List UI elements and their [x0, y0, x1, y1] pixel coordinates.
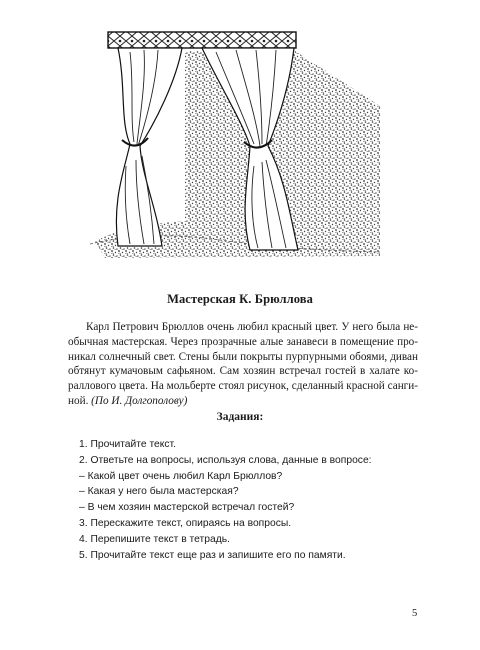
curtain-window-illustration — [90, 26, 390, 276]
tasks-list — [79, 437, 372, 563]
story-line: обычная мастерская. Через прозрачные алые занавеси в помещение про- — [68, 335, 418, 348]
task-item: 1. Прочитайте текст. — [79, 439, 176, 450]
story-line: ной. — [68, 394, 89, 407]
story-line: Карл Петрович Брюллов очень любил красный цвет. У него была не- — [86, 321, 418, 333]
task-question: – В чем хозяин мастерской встречал гостей? — [79, 502, 295, 514]
story-last-line — [68, 394, 418, 409]
story-title: Мастерская К. Брюллова — [167, 292, 313, 306]
task-item: 2. Ответьте на вопросы, используя слова, данные в вопросе: — [79, 454, 372, 466]
story-text — [68, 320, 418, 409]
task-item: 5. Прочитайте текст еще раз и запишите его по памяти. — [79, 549, 346, 561]
story-source: (По И. Долгополову) — [91, 394, 188, 407]
page-number: 5 — [412, 608, 418, 619]
story-line: раллового цвета. На мольберте стоял рисунок, сделанный красной санги- — [68, 380, 418, 393]
task-question: – Какой цвет очень любил Карл Брюллов? — [79, 470, 283, 482]
story-line: обтянут кумачовым сафьяном. Сам хозяин встречал гостей в халате ко- — [68, 365, 418, 378]
cornice — [108, 32, 296, 48]
task-item: 4. Перепишите текст в тетрадь. — [79, 533, 230, 545]
story-line: никал солнечный свет. Стены были покрыты пурпурными обоями, диван — [68, 350, 418, 363]
task-item: 3. Перескажите текст, опираясь на вопросы. — [79, 517, 292, 529]
task-question: – Какая у него была мастерская? — [79, 486, 239, 498]
tasks-title: Задания: — [216, 411, 264, 423]
